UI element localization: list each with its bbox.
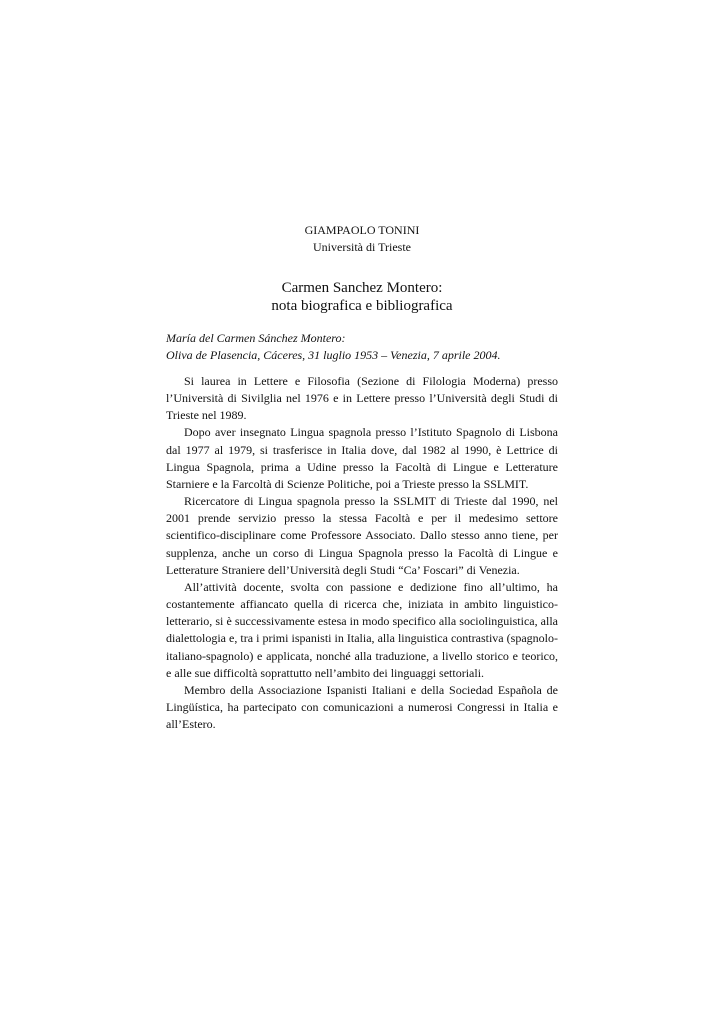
title-line-1: Carmen Sanchez Montero: (281, 280, 443, 296)
biographical-dates (166, 330, 558, 364)
birth-death-dates: Oliva de Plasencia, Cáceres, 31 luglio 1953 – Venezia, 7 aprile 2004. (166, 348, 501, 362)
paragraph-academic-position: Ricercatore di Lingua spagnola presso la SSLMIT di Trieste dal 1990, nel 2001 prende servizio presso la stessa Facoltà e per il medesimo settore scientifico-disciplinare come Professore Associato. Dallo stesso anno tiene, per supplenza, anche un corso di Lingua Spagnola presso la Facoltà di Lingue e Letterature Straniere dell’Università degli Studi “Ca’ Foscari” di Venezia. (166, 494, 558, 577)
author-affiliation: Università di Trieste (313, 240, 411, 254)
body-text (166, 373, 558, 733)
author-name: GIAMPAOLO TONINI (304, 223, 420, 237)
paragraph-memberships: Membro della Associazione Ispanisti Italiani e della Sociedad Española de Lingüística, ha partecipato con comunicazioni a numerosi Congressi in Italia e all’Estero. (166, 682, 558, 732)
paragraph-early-career: Dopo aver insegnato Lingua spagnola presso l’Istituto Spagnolo di Lisbona dal 1977 al 1979, si trasferisce in Italia dove, dal 1982 al 1990, è Lettrice di Lingua Spagnola, prima a Udine presso la Facoltà di Lingue e Letterature Starniere e la Farcoltà di Scienze Politiche, poi a Trieste presso la SSLMIT. (166, 425, 558, 491)
author-header (0, 222, 724, 256)
article-title (0, 279, 724, 315)
paragraph-research: All’attività docente, svolta con passione e dedizione fino all’ultimo, ha costantemente affiancato quella di ricerca che, iniziata in ambito linguistico-letterario, si è successivamente estesa in modo specifico alla sociolinguistica, alla dialettologia e, tra i primi ispanisti in Italia, alla linguistica contrastiva (spagnolo-italiano-spagnolo) e applicata, nonché alla traduzione, a livello storico e teorico, e alle sue difficoltà soprattutto nell’ambito dei linguaggi settoriali. (166, 579, 558, 680)
title-line-2: nota biografica e bibliografica (271, 298, 453, 314)
full-name: María del Carmen Sánchez Montero: (166, 331, 346, 345)
paragraph-education: Si laurea in Lettere e Filosofia (Sezione di Filologia Moderna) presso l’Università di Sivilglia nel 1976 e in Lettere presso l’Università degli Studi di Trieste nel 1989. (166, 374, 558, 423)
